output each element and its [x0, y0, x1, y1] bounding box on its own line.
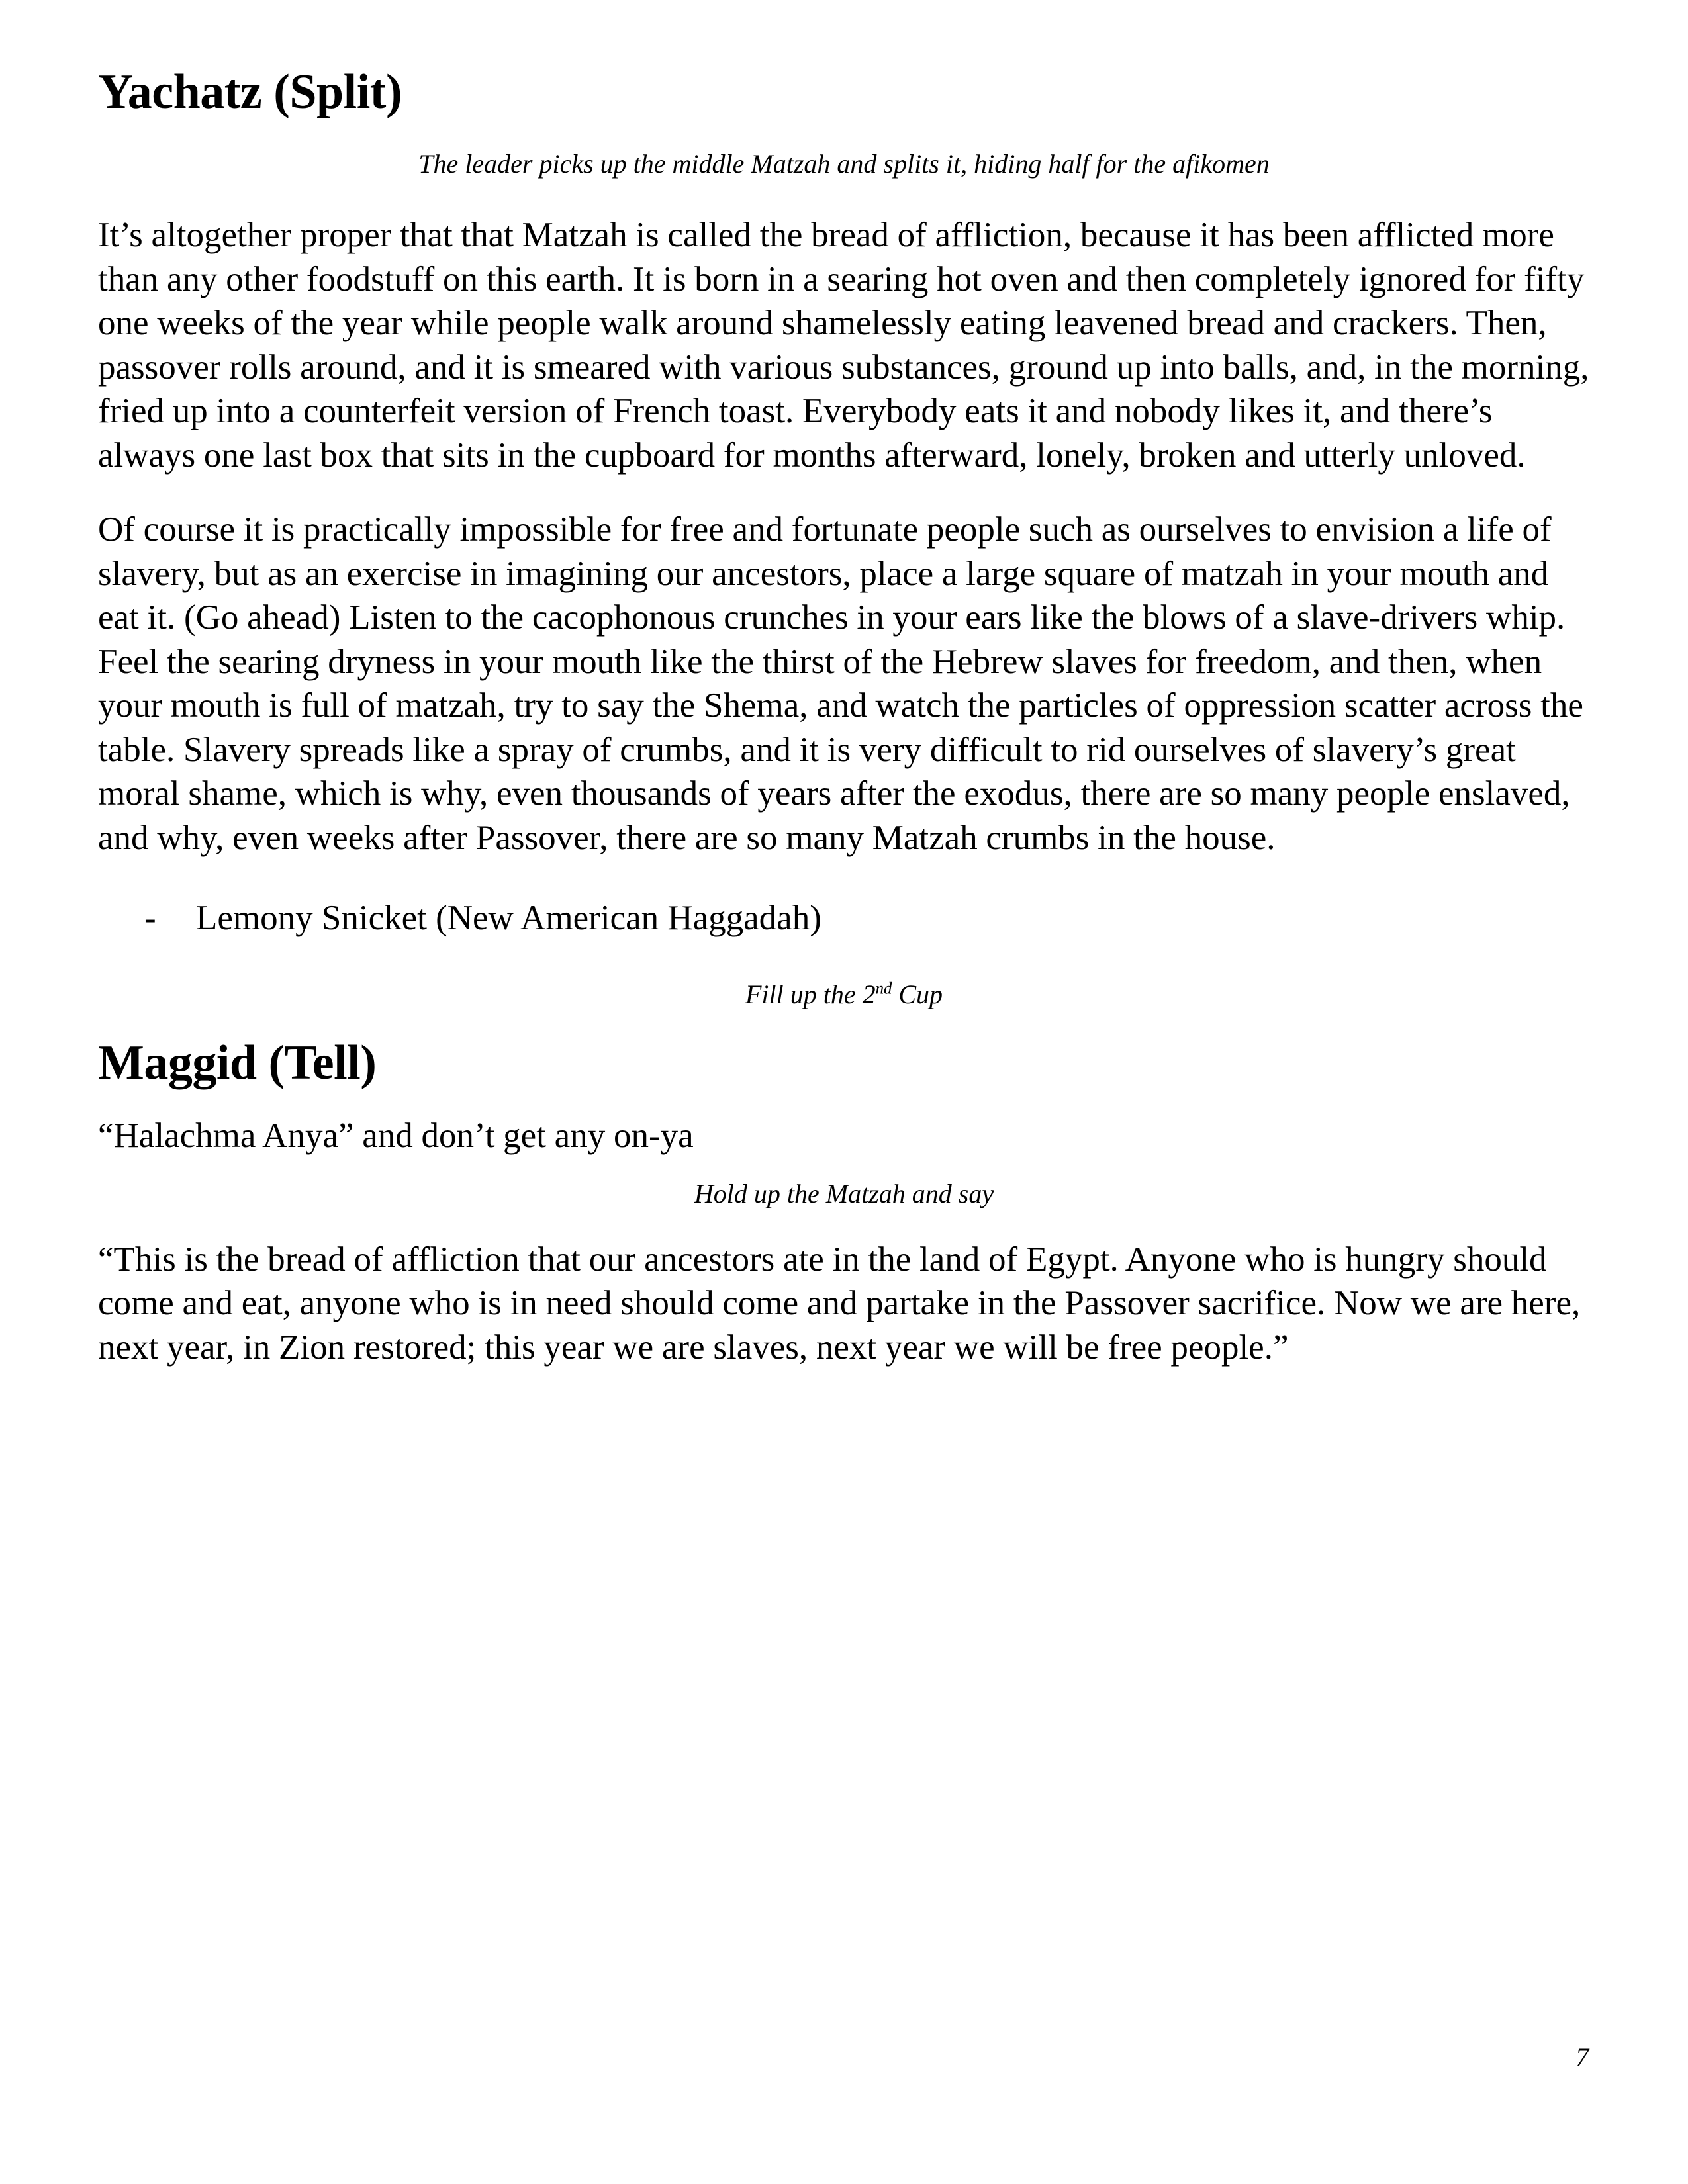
page-number: 7 [1575, 2042, 1589, 2072]
bullet-marker-icon: - [144, 899, 156, 938]
fill-cup-suffix: Cup [892, 979, 943, 1009]
paragraph-slavery: Of course it is practically impossible for free and fortunate people such as ourselves to envision a life of slavery, but as an exercise in imagining our ancestors, place a large square of matzah in your mouth and eat it. (Go ahead) Listen to the cacophonous crunches in your ears like the blows of a slave-drivers whip. Feel the searing dryness in your mouth like the thirst of the Hebrew slaves for freedom, and then, when your mouth is full of matzah, try to say the Shema, and watch the particles of oppression scatter across the table. Slavery spreads like a spray of crumbs, and it is very difficult to rid ourselves of slavery’s great moral shame, which is why, even thousands of years after the exodus, there are so many people enslaved, and why, even weeks after Passover, there are so many Matzah crumbs in the house. [98, 510, 1583, 857]
fill-cup-prefix: Fill up the 2 [745, 979, 876, 1009]
attribution-text: Lemony Snicket (New American Haggadah) [196, 899, 821, 938]
section-heading-yachatz: Yachatz (Split) [98, 65, 402, 119]
page-content [98, 0, 1590, 1369]
paragraph-halachma-intro: “Halachma Anya” and don’t get any on-ya [98, 1116, 694, 1156]
instruction-caption-fill-cup [98, 979, 1590, 1011]
attribution-list-item [98, 896, 1590, 940]
fill-cup-ordinal: nd [875, 979, 892, 998]
section-heading-maggid: Maggid (Tell) [98, 1035, 377, 1090]
instruction-caption-yachatz: The leader picks up the middle Matzah and splits it, hiding half for the afikomen [418, 149, 1270, 179]
paragraph-bread-of-affliction-quote: “This is the bread of affliction that our ancestors ate in the land of Egypt. Anyone who is hungry should come and eat, anyone who is in need should come and partake in the Passover sacrifice. Now we are here, next year, in Zion restored; this year we are slaves, next year we will be free people.” [98, 1240, 1581, 1367]
paragraph-affliction: It’s altogether proper that that Matzah is called the bread of affliction, because it has been afflicted more than any other foodstuff on this earth. It is born in a searing hot oven and then completely ignored for fifty one weeks of the year while people walk around shamelessly eating leavened bread and crackers. Then, passover rolls around, and it is smeared with various substances, ground up into balls, and, in the morning, fried up into a counterfeit version of French toast. Everybody eats it and nobody likes it, and there’s always one last box that sits in the cupboard for months afterward, lonely, broken and utterly unloved. [98, 216, 1589, 475]
instruction-caption-hold-matzah: Hold up the Matzah and say [694, 1178, 994, 1208]
